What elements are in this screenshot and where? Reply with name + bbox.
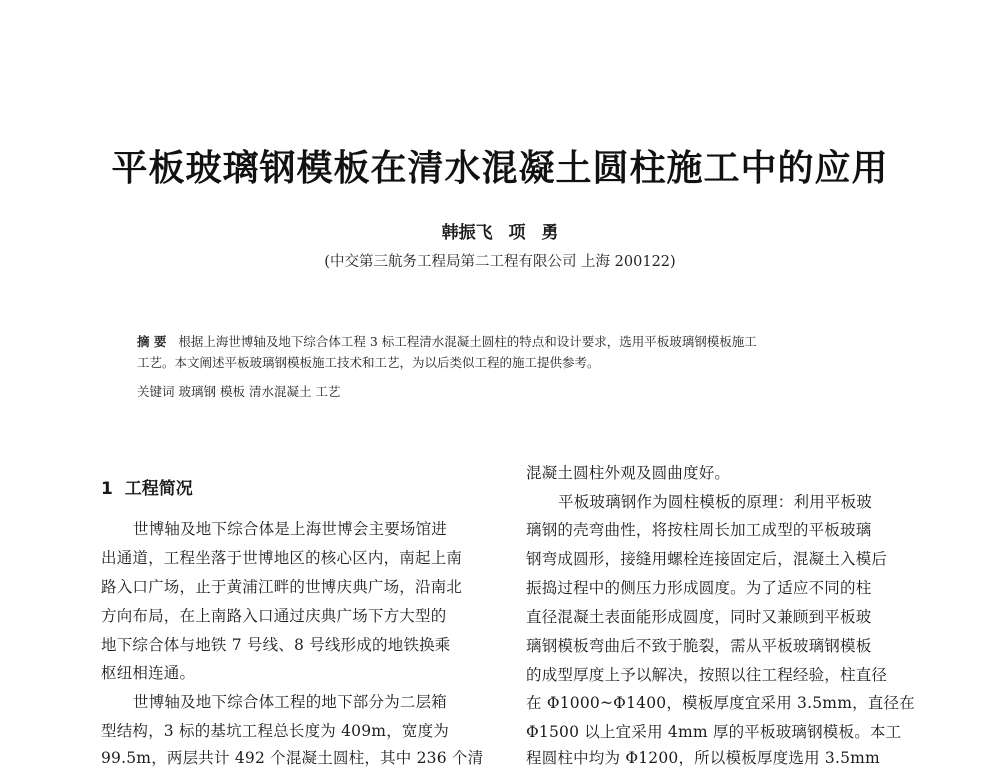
abstract-label: 摘 要 xyxy=(137,334,167,349)
body-line: 型结构，3 标的基坑工程总长度为 409m，宽度为 xyxy=(101,722,449,740)
affiliation: (中交第三航务工程局第二工程有限公司 上海 200122) xyxy=(324,254,676,270)
body-line: 路入口广场，止于黄浦江畔的世博庆典广场，沿南北 xyxy=(101,578,463,596)
body-line: 平板玻璃钢作为圆柱模板的原理：利用平板玻 xyxy=(558,493,873,511)
body-line: 直径混凝土表面能形成圆度，同时又兼顾到平板玻 xyxy=(526,608,872,626)
authors: 韩振飞 项 勇 xyxy=(441,223,559,243)
paper-title: 平板玻璃钢模板在清水混凝土圆柱施工中的应用 xyxy=(111,147,889,189)
body-line: 程圆柱中均为 Φ1200，所以模板厚度选用 3.5mm xyxy=(526,749,880,767)
body-line: 振捣过程中的侧压力形成圆度。为了适应不同的柱 xyxy=(526,579,872,597)
body-line: Φ1500 以上宜采用 4mm 厚的平板玻璃钢模板。本工 xyxy=(526,723,902,741)
body-line: 枢纽相连通。 xyxy=(101,664,196,682)
abstract-text-1: 根据上海世博轴及地下综合体工程 3 标工程清水混凝土圆柱的特点和设计要求，选用平板玻璃钢模板施工 xyxy=(178,334,757,349)
body-line: 世博轴及地下综合体工程的地下部分为二层箱 xyxy=(133,693,448,711)
body-line: 的成型厚度上予以解决，按照以往工程经验，柱直径 xyxy=(526,666,888,684)
abstract-line-1 xyxy=(137,331,887,352)
body-line: 世博轴及地下综合体是上海世博会主要场馆进 xyxy=(133,520,448,538)
keywords xyxy=(137,382,340,400)
body-line: 混凝土圆柱外观及圆曲度好。 xyxy=(526,464,731,482)
body-line: 出通道，工程坐落于世博地区的核心区内，南起上南 xyxy=(101,549,463,567)
keywords-label: 关键词 xyxy=(137,384,175,399)
body-line: 在 Φ1000~Φ1400，模板厚度宜采用 3.5mm，直径在 xyxy=(526,694,915,712)
abstract xyxy=(137,331,887,373)
abstract-line-2: 工艺。本文阐述平板玻璃钢模板施工技术和工艺，为以后类似工程的施工提供参考。 xyxy=(137,355,600,370)
body-line: 钢弯成圆形，接缝用螺栓连接固定后，混凝土入模后 xyxy=(526,550,888,568)
body-line: 方向布局，在上南路入口通过庆典广场下方大型的 xyxy=(101,607,447,625)
body-line: 地下综合体与地铁 7 号线、8 号线形成的地铁换乘 xyxy=(101,636,451,654)
keywords-text: 玻璃钢 模板 清水混凝土 工艺 xyxy=(178,384,341,399)
body-line: 璃钢的壳弯曲性，将按柱周长加工成型的平板玻璃 xyxy=(526,521,872,539)
section-heading: 1 工程简况 xyxy=(101,479,193,499)
body-line: 璃钢模板弯曲后不致于脆裂，需从平板玻璃钢模板 xyxy=(526,637,872,655)
body-line: 99.5m，两层共计 492 个混凝土圆柱，其中 236 个清 xyxy=(101,749,484,767)
